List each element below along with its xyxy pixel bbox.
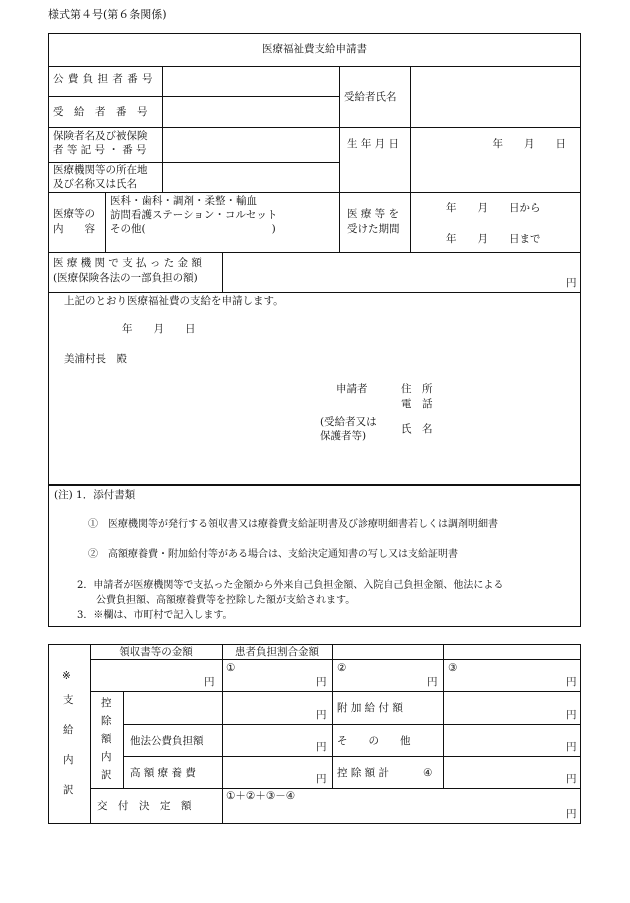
decision-amount-yen: 円 [566,808,577,820]
deduction-char-5: 訳 [101,769,112,781]
phone-label: 電 話 [401,398,433,410]
content-label-line2: 内 容 [53,223,95,235]
share-3-yen: 円 [566,676,577,688]
recipient-name-field[interactable] [411,67,581,127]
application-date[interactable]: 年 月 日 [122,323,196,335]
public-payer-number-field[interactable] [163,67,339,96]
recipient-number-label: 受 給 者 番 号 [53,106,148,118]
side-char-4: 訳 [63,784,74,796]
notes-heading: (注) 1．添付書類 [54,489,136,501]
content-option-line3[interactable]: その他( ) [110,223,276,235]
share-1-mark: ① [226,662,236,674]
side-char-1: 支 [63,694,74,706]
insurer-label-line2: 者 等 記 号 ・ 番 号 [53,144,147,156]
period-to-field[interactable]: 年 月 日まで [446,233,541,245]
content-option-line2[interactable]: 訪問看護ステーション・コルセット [110,209,278,221]
institution-label-line1: 医療機関等の所在地 [53,164,148,176]
addressee: 美浦村長 殿 [64,353,127,365]
content-label-line1: 医療等の [53,208,95,220]
patient-share-header: 患者負担割合金額 [235,646,319,658]
form-title: 医療福祉費支給申請書 [262,43,367,55]
decision-formula: ①＋②＋③－④ [226,790,296,802]
guardian-label-line1: (受給者又は [320,416,377,428]
deduction-char-2: 除 [101,715,112,727]
period-label-line1: 医 療 等 を [347,208,400,220]
public-payer-number-label: 公 費 負 担 者 番 号 [53,73,154,85]
receipt-amount-field[interactable] [91,660,222,691]
content-option-line1[interactable]: 医科・歯科・調剤・柔整・輸血 [110,195,257,207]
deduction-total-mark: ④ [423,767,433,779]
deduction-char-4: 内 [101,751,112,763]
recipient-number-field[interactable] [163,97,339,127]
other-public-label: 他法公費負担額 [130,735,204,747]
deduction-row1-yen: 円 [316,709,327,721]
notes-item4: 3．※欄は、市町村で記入します。 [77,610,233,621]
applicant-fields[interactable] [445,380,575,444]
birth-date-field[interactable]: 年 月 日 [492,138,566,150]
notes-item3-line1: 2．申請者が医療機関等で支払った金額から外来自己負担金額、入院自己負担金額、他法による [77,580,504,591]
side-char-3: 内 [63,754,74,766]
deduction-char-1: 控 [101,697,112,709]
receipt-amount-header: 領収書等の金額 [119,646,193,658]
birth-date-label: 生 年 月 日 [347,138,400,150]
share-1-yen: 円 [316,676,327,688]
insurer-label-line1: 保険者名及び被保険 [53,130,148,142]
high-cost-label: 高 額 療 養 費 [130,767,196,779]
period-label-line2: 受けた期間 [347,223,400,235]
form-number: 様式第４号(第６条関係) [48,8,167,21]
institution-field[interactable] [163,163,339,192]
notes-item3-line2: 公費負担額、高額療養費等を控除した額が支給されます。 [96,595,356,606]
other-yen: 円 [566,741,577,753]
deduction-char-3: 額 [101,733,112,745]
notes-item2: ② 高額療養費・附加給付等がある場合は、支給決定通知書の写し又は支給証明書 [88,549,458,560]
institution-label-line2: 及び名称又は氏名 [53,178,137,190]
additional-benefit-label: 附 加 給 付 額 [337,702,403,714]
decision-amount-label: 交 付 決 定 額 [97,800,192,812]
paid-amount-label-line2: (医療保険各法の一部負担の額) [53,272,198,284]
recipient-name-label: 受給者氏名 [344,91,397,103]
share-3-mark: ③ [448,662,458,674]
guardian-label-line2: 保護者等) [320,430,367,442]
paid-amount-field[interactable] [223,253,581,292]
side-char-2: 給 [63,724,74,736]
period-from-field[interactable]: 年 月 日から [446,202,541,214]
deduction-total-yen: 円 [566,773,577,785]
paid-amount-yen: 円 [566,277,577,289]
other-public-yen: 円 [316,741,327,753]
share-2-yen: 円 [427,676,438,688]
applicant-label: 申請者 [336,383,368,395]
deduction-total-label: 控 除 額 計 [337,767,390,779]
application-statement: 上記のとおり医療福祉費の支給を申請します。 [64,295,284,307]
other-label: そ の 他 [337,735,411,747]
side-mark: ※ [62,670,71,682]
notes-item1: ① 医療機関等が発行する領収書又は療養費支給証明書及び診療明細書若しくは調剤明細書 [88,519,498,530]
share-2-mark: ② [337,662,347,674]
decision-amount-field[interactable] [223,789,581,824]
high-cost-yen: 円 [316,773,327,785]
paid-amount-label-line1: 医 療 機 関 で 支 払 っ た 金 額 [53,257,202,269]
additional-benefit-yen: 円 [566,709,577,721]
receipt-amount-yen: 円 [204,676,215,688]
insurer-field[interactable] [163,128,339,162]
applicant-name-label: 氏 名 [401,423,433,435]
address-label: 住 所 [401,383,433,395]
